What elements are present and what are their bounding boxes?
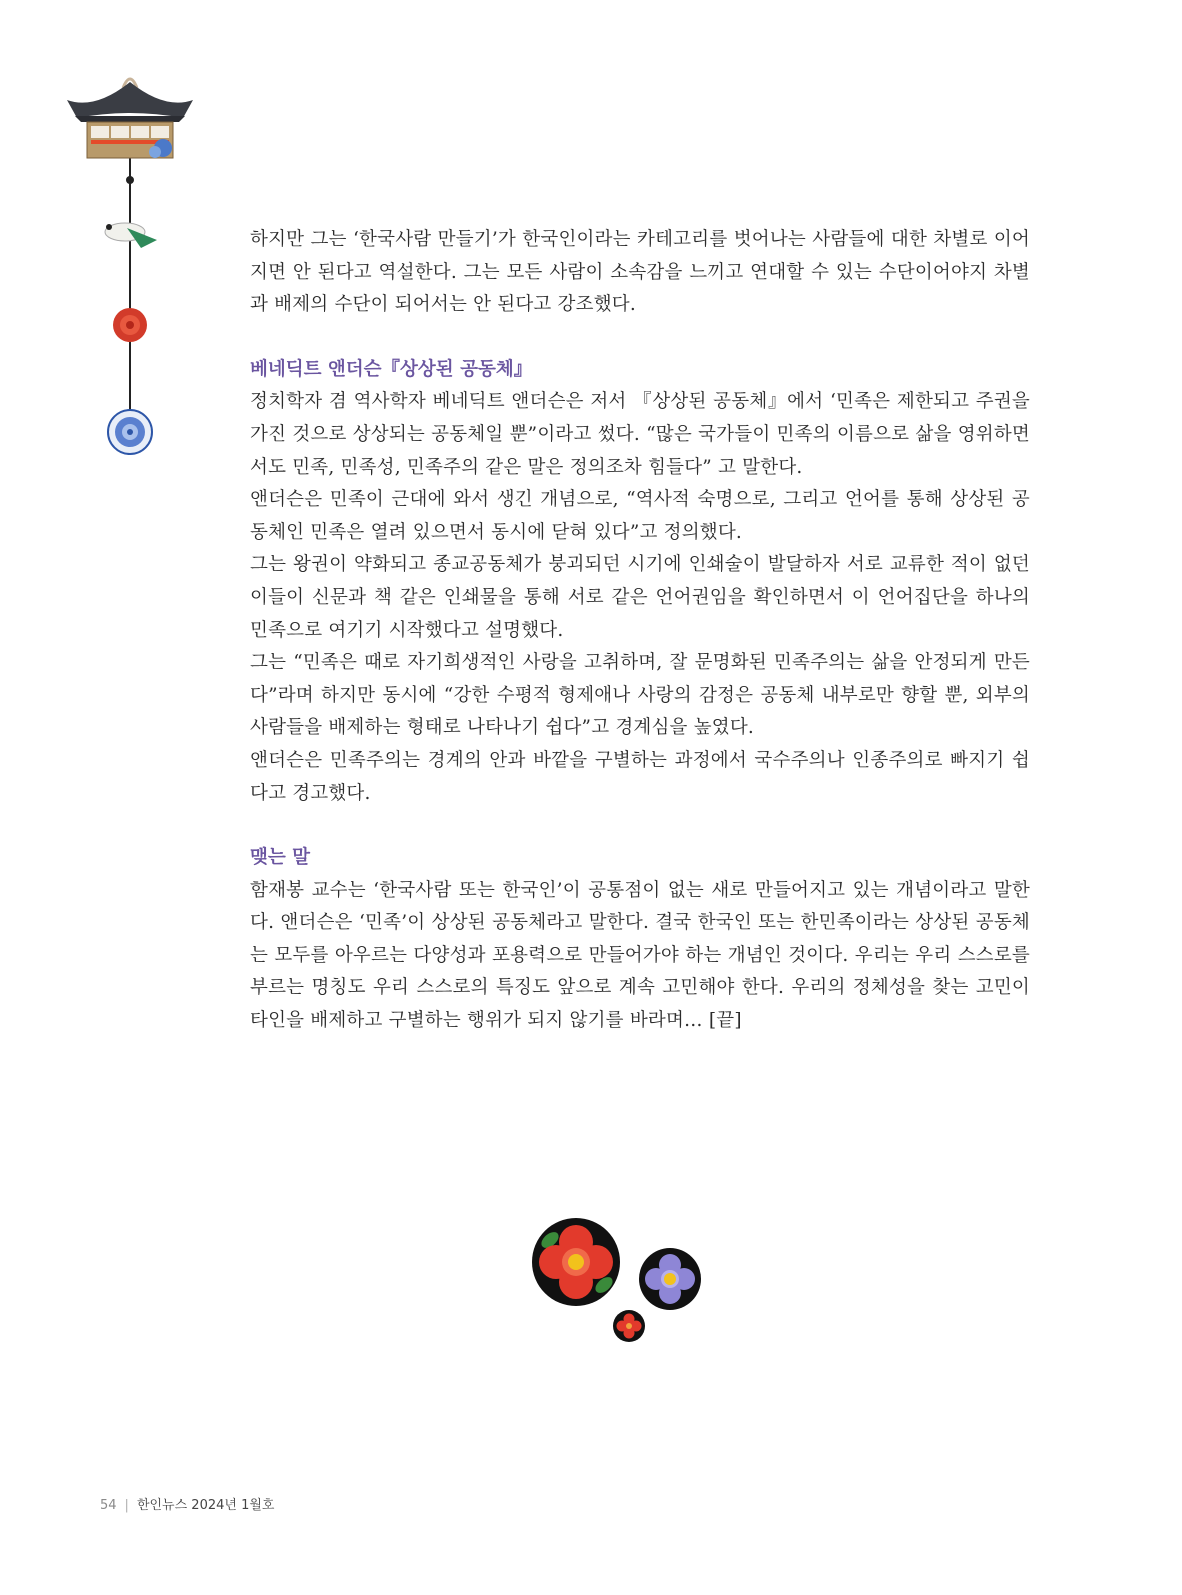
intro-paragraph: 하지만 그는 ‘한국사람 만들기’가 한국인이라는 카테고리를 벗어나는 사람들에 대한 차별로 이어지면 안 된다고 역설한다. 그는 모든 사람이 소속감을 느끼고 연대할 수 있는 수단이어야지 차별과 배제의 수단이 되어서는 안 된다고 강조했다. [250, 229, 1030, 316]
body-paragraph: 정치학자 겸 역사학자 베네딕트 앤더슨은 저서 『상상된 공동체』에서 ‘민족은 제한되고 주권을 가진 것으로 상상되는 공동체일 뿐”이라고 썼다. “많은 국가들이 민족의 이름으로 삶을 영위하면서도 민족, 민족성, 민족주의 같은 말은 정의조차 힘들다” 고 말한다. [250, 391, 1030, 478]
conclusion-paragraph: 함재봉 교수는 ‘한국사람 또는 한국인’이 공통점이 없는 새로 만들어지고 있는 개념이라고 말한다. 앤더슨은 ‘민족’이 상상된 공동체라고 말한다. 결국 한국인 또는 한민족이라는 상상된 공동체는 모두를 아우르는 다양성과 포용력으로 만들어가야 하는 개념인 것이다. 우리는 우리 스스로를 부르는 명칭도 우리 스스로의 특징도 앞으로 계속 고민해야 한다. 우리의 정체성을 찾는 고민이 타인을 배제하고 구별하는 행위가 되지 않기를 바라며… [끝] [250, 879, 1030, 1032]
hanok-ornament-icon [55, 60, 235, 510]
flower-medallion-icon [530, 1215, 710, 1350]
body-paragraph: 앤더슨은 민족이 근대에 와서 생긴 개념으로, “역사적 숙명으로, 그리고 언어를 통해 상상된 공동체인 민족은 열려 있으면서 동시에 닫혀 있다”고 정의했다. [250, 489, 1030, 543]
body-paragraph: 그는 왕권이 약화되고 종교공동체가 붕괴되던 시기에 인쇄술이 발달하자 서로 교류한 적이 없던 이들이 신문과 책 같은 인쇄물을 통해 서로 같은 언어권임을 확인하면서 이 언어집단을 하나의 민족으로 여기기 시작했다고 설명했다. [250, 554, 1030, 641]
body-paragraph: 앤더슨은 민족주의는 경계의 안과 바깥을 구별하는 과정에서 국수주의나 인종주의로 빠지기 쉽다고 경고했다. [250, 749, 1030, 804]
page-number: 54 [100, 1498, 117, 1513]
section-heading-conclusion: 맺는 말 [250, 847, 311, 869]
footer-separator: | [124, 1498, 129, 1513]
body-paragraph: 그는 “민족은 때로 자기희생적인 사랑을 고취하며, 잘 문명화된 민족주의는 삶을 안정되게 만든다”라며 하지만 동시에 “강한 수평적 형제애나 사랑의 감정은 공동체 내부로만 향할 뿐, 외부의 사람들을 배제하는 형태로 나타나기 쉽다”고 경계심을 높였다. [250, 652, 1030, 739]
page-footer [100, 1494, 274, 1513]
article-body [250, 224, 1030, 1038]
section-heading-anderson: 베네딕트 앤더슨『상상된 공동체』 [250, 358, 533, 380]
publication-title: 한인뉴스 2024년 1월호 [136, 1498, 275, 1513]
